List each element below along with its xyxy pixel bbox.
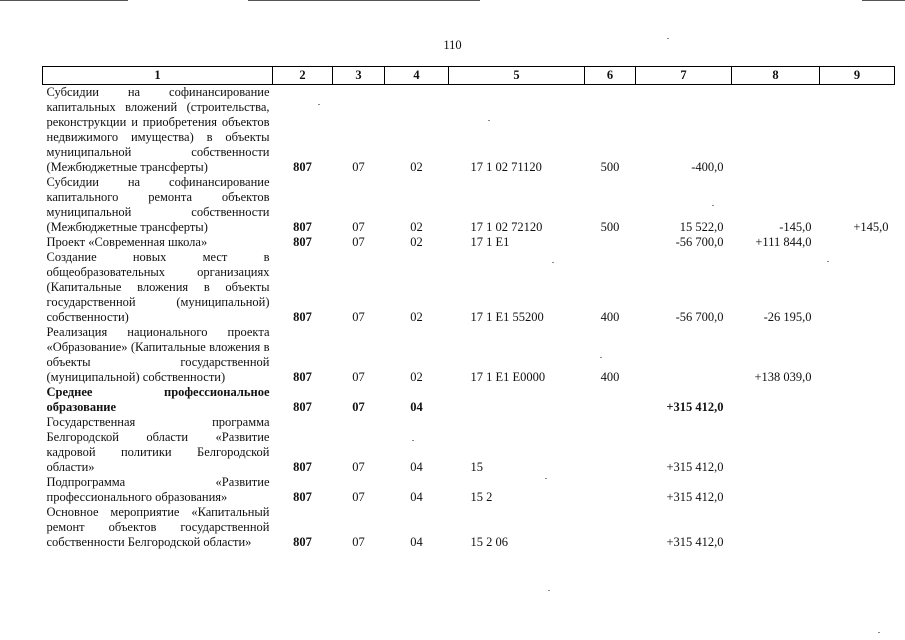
row-target-article [449,385,585,415]
budget-table [42,66,895,550]
row-subsection-code: 04 [410,460,423,474]
row-subsection-code: 02 [410,310,423,324]
row-subsection-code: 04 [410,490,423,504]
row-amount-col7: +315 412,0 [666,460,724,474]
row-amount-col8: -145,0 [779,220,812,234]
header-col-9: 9 [820,67,895,85]
row-amount-col9 [820,250,895,325]
row-amount-col9 [820,415,895,475]
row-expense-type [585,505,636,550]
row-target-article: 17 1 02 72120 [470,220,543,234]
scan-speck [600,357,602,358]
row-amount-col7 [636,325,732,385]
row-subsection-code: 04 [410,400,423,414]
row-ministry-code: 807 [293,220,312,234]
header-row [43,67,895,85]
row-target-article: 17 1 E1 55200 [470,310,544,324]
row-name: Подпрограмма «Развитие профессионального образования» [46,475,270,504]
scan-speck [548,590,550,591]
row-amount-col8 [732,385,820,415]
scan-speck [318,104,320,105]
header-col-7: 7 [636,67,732,85]
row-section-code: 07 [352,400,365,414]
header-col-6: 6 [585,67,636,85]
row-amount-col7: 15 522,0 [679,220,724,234]
scan-speck [712,205,714,206]
row-amount-col8: +111 844,0 [755,235,812,249]
table-row [43,505,895,550]
scan-speck [878,632,880,633]
row-amount-col7: +315 412,0 [666,400,724,414]
row-amount-col8: +138 039,0 [754,370,812,384]
row-section-code: 07 [352,535,365,549]
row-ministry-code: 807 [293,400,312,414]
table-row [43,385,895,415]
row-amount-col7: +315 412,0 [666,535,724,549]
row-expense-type: 400 [600,310,620,324]
row-ministry-code: 807 [293,535,312,549]
row-amount-col8 [732,505,820,550]
scan-speck [552,262,554,263]
scan-speck [545,478,547,479]
header-col-5: 5 [449,67,585,85]
table-row [43,475,895,505]
row-target-article: 15 [470,460,483,474]
top-rule-mid [248,0,480,1]
row-ministry-code: 807 [293,235,312,249]
row-amount-col9: +145,0 [853,220,889,234]
row-amount-col9 [820,235,895,250]
row-amount-col7: +315 412,0 [666,490,724,504]
scan-speck [412,440,414,441]
row-expense-type [585,385,636,415]
scan-speck [667,38,669,39]
row-amount-col9 [820,385,895,415]
row-amount-col9 [820,85,895,176]
row-section-code: 07 [352,310,365,324]
table-row [43,250,895,325]
row-name: Проект «Современная школа» [46,235,208,249]
row-section-code: 07 [352,460,365,474]
row-expense-type: 400 [600,370,620,384]
row-name: Субсидии на софинансирование капитального ремонта объектов муниципальной собственности (Межбюджетные трансферты) [46,175,270,234]
header-col-2: 2 [273,67,333,85]
row-subsection-code: 02 [410,160,423,174]
scan-speck [488,120,490,121]
table-row [43,325,895,385]
table-row [43,415,895,475]
row-ministry-code: 807 [293,490,312,504]
row-name: Среднее профессиональное образование [46,385,270,414]
table-row [43,235,895,250]
header-col-8: 8 [732,67,820,85]
row-amount-col7: -56 700,0 [675,235,724,249]
row-name: Основное мероприятие «Капитальный ремонт объектов государственной собственности Белгородской области» [46,505,270,549]
row-subsection-code: 02 [410,370,423,384]
row-ministry-code: 807 [293,460,312,474]
row-section-code: 07 [352,235,365,249]
row-amount-col8: -26 195,0 [763,310,812,324]
row-expense-type: 500 [600,220,620,234]
row-ministry-code: 807 [293,160,312,174]
row-expense-type [585,415,636,475]
row-expense-type [585,235,636,250]
row-amount-col9 [820,475,895,505]
row-target-article: 17 1 E1 E0000 [470,370,546,384]
row-section-code: 07 [352,160,365,174]
row-target-article: 15 2 06 [470,535,508,549]
top-rule-right [862,0,905,1]
row-ministry-code: 807 [293,310,312,324]
row-section-code: 07 [352,370,365,384]
row-name: Субсидии на софинансирование капитальных вложений (строительства, реконструкции и приобретения объектов недвижимого имущества) в объекты муниципальной собственности (Межбюджетные трансферты) [46,85,270,174]
header-col-4: 4 [385,67,449,85]
row-name: Создание новых мест в общеобразовательных организациях (Капитальные вложения в объекты государственной (муниципальной) собственности) [46,250,270,324]
row-expense-type [585,475,636,505]
row-target-article: 17 1 02 71120 [470,160,542,174]
row-amount-col8 [732,415,820,475]
scan-speck [827,261,829,262]
row-subsection-code: 04 [410,535,423,549]
row-name: Государственная программа Белгородской области «Развитие кадровой политики Белгородской области» [46,415,270,474]
row-name: Реализация национального проекта «Образование» (Капитальные вложения в объекты государственной (муниципальной) собственности) [46,325,270,384]
row-amount-col8 [732,85,820,176]
row-ministry-code: 807 [293,370,312,384]
table-row [43,85,895,176]
row-target-article: 17 1 E1 [470,235,510,249]
header-col-3: 3 [333,67,385,85]
row-amount-col9 [820,505,895,550]
row-amount-col9 [820,325,895,385]
row-amount-col7: -56 700,0 [675,310,724,324]
row-section-code: 07 [352,220,365,234]
row-amount-col7: -400,0 [691,160,724,174]
page-number: 110 [443,38,462,52]
row-target-article: 15 2 [470,490,493,504]
row-subsection-code: 02 [410,220,423,234]
row-section-code: 07 [352,490,365,504]
top-rule-left [0,0,128,1]
row-amount-col8 [732,475,820,505]
table-row [43,175,895,235]
header-col-1: 1 [43,67,273,85]
row-expense-type: 500 [600,160,620,174]
row-subsection-code: 02 [410,235,423,249]
